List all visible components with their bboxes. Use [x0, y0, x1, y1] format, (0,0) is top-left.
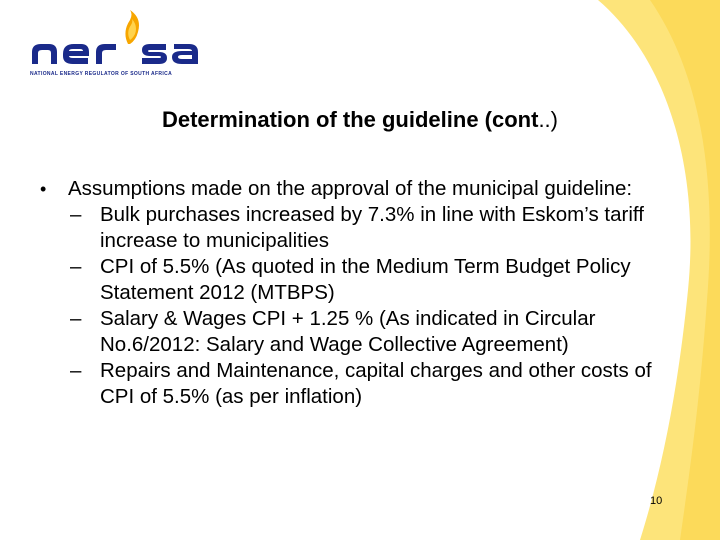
- dash-icon: –: [70, 203, 82, 226]
- sub-bullet: [40, 254, 670, 306]
- dash-icon: –: [70, 255, 82, 278]
- slide-title-main: Determination of the guideline (cont: [161, 107, 539, 132]
- sub-bullet: [40, 306, 670, 358]
- dash-icon: –: [70, 307, 82, 330]
- logo-tagline: NATIONAL ENERGY REGULATOR OF SOUTH AFRICA: [30, 71, 173, 77]
- bullet-icon: •: [40, 179, 47, 199]
- sub-bullet: [40, 358, 670, 410]
- slide-title: [0, 107, 720, 133]
- page-number: 10: [650, 495, 663, 507]
- dash-icon: –: [70, 359, 82, 382]
- main-bullet: [40, 176, 670, 202]
- sub-bullet-text: Bulk purchases increased by 7.3% in line with Eskom’s tariff increase to municipalities: [100, 203, 644, 252]
- sub-bullet: [40, 202, 670, 254]
- main-bullet-text: Assumptions made on the approval of the municipal guideline:: [68, 177, 633, 200]
- sub-bullet-text: Salary & Wages CPI + 1.25 % (As indicated in Circular No.6/2012: Salary and Wage Collective Agreement): [100, 307, 596, 356]
- sub-bullet-text: CPI of 5.5% (As quoted in the Medium Term Budget Policy Statement 2012 (MTBPS): [100, 255, 631, 304]
- sub-bullet-text: Repairs and Maintenance, capital charges and other costs of CPI of 5.5% (as per inflation): [100, 359, 652, 408]
- sub-bullet-list: [40, 202, 670, 410]
- slide-title-tail: ..): [538, 107, 558, 132]
- slide-body: [40, 176, 670, 410]
